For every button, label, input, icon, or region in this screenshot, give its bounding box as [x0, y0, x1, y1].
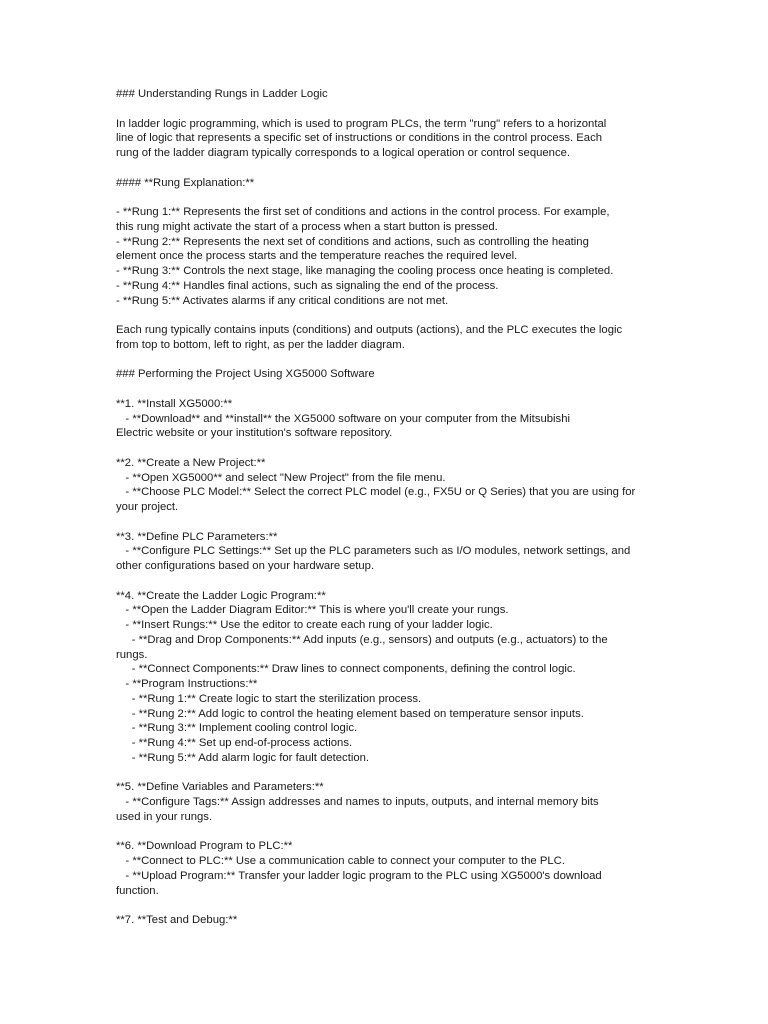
bullet-line: - **Program Instructions:** — [116, 678, 258, 690]
document-text-body — [116, 87, 656, 928]
text-line: In ladder logic programming, which is used to program PLCs, the term "rung" refers to a horizontal — [116, 117, 607, 130]
blank-line — [116, 574, 656, 589]
bullet-line: - **Rung 1:** Represents the first set of conditions and actions in the control process. For example, — [116, 206, 610, 218]
bullet-line: - **Configure Tags:** Assign addresses and names to inputs, outputs, and internal memory bits — [116, 796, 599, 808]
bullet-line: - **Rung 2:** Represents the next set of conditions and actions, such as controlling the heating — [116, 235, 589, 248]
text-line: rung of the ladder diagram typically corresponds to a logical operation or control sequence. — [116, 147, 571, 159]
step-heading: **1. **Install XG5000:** — [116, 397, 233, 410]
bullet-line: - **Drag and Drop Components:** Add inputs (e.g., sensors) and outputs (e.g., actuators) to the — [116, 633, 608, 646]
blank-line — [116, 190, 656, 205]
blank-line — [116, 161, 656, 176]
blank-line — [116, 308, 656, 323]
text-line: Electric website or your institution's software repository. — [116, 427, 393, 440]
step-heading: **5. **Define Variables and Parameters:** — [116, 781, 324, 794]
bullet-line: - **Connect to PLC:** Use a communication cable to connect your computer to the PLC. — [116, 855, 565, 867]
step-heading: **4. **Create the Ladder Logic Program:** — [116, 589, 326, 602]
bullet-line: - **Upload Program:** Transfer your ladder logic program to the PLC using XG5000's download — [116, 869, 602, 882]
bullet-line: - **Rung 4:** Handles final actions, such as signaling the end of the process. — [116, 279, 499, 292]
step-heading: **6. **Download Program to PLC:** — [116, 840, 293, 853]
bullet-line: - **Rung 1:** Create logic to start the sterilization process. — [116, 692, 422, 705]
bullet-line: - **Open XG5000** and select "New Project" from the file menu. — [116, 471, 446, 484]
bullet-line: - **Rung 2:** Add logic to control the heating element based on temperature sensor inputs. — [116, 707, 584, 720]
step-heading: **2. **Create a New Project:** — [116, 456, 266, 469]
subsection-heading: #### **Rung Explanation:** — [116, 176, 255, 189]
blank-line — [116, 353, 656, 368]
step-heading: **3. **Define PLC Parameters:** — [116, 530, 278, 543]
text-line: used in your rungs. — [116, 810, 213, 823]
bullet-line: - **Rung 3:** Controls the next stage, like managing the cooling process once heating is completed. — [116, 265, 614, 277]
bullet-line: - **Configure PLC Settings:** Set up the PLC parameters such as I/O modules, network settings, and — [116, 545, 631, 558]
blank-line — [116, 825, 656, 840]
text-line: Each rung typically contains inputs (conditions) and outputs (actions), and the PLC executes the logic — [116, 324, 623, 336]
text-line: function. — [116, 884, 159, 897]
text-line: element once the process starts and the temperature reaches the required level. — [116, 250, 518, 263]
text-line: from top to bottom, left to right, as per the ladder diagram. — [116, 338, 405, 351]
blank-line — [116, 766, 656, 781]
bullet-line: - **Download** and **install** the XG5000 software on your computer from the Mitsubishi — [116, 412, 570, 425]
blank-line — [116, 441, 656, 456]
blank-line — [116, 382, 656, 397]
blank-line — [116, 102, 656, 117]
bullet-line: - **Open the Ladder Diagram Editor:** This is where you'll create your rungs. — [116, 604, 509, 617]
bullet-line: - **Rung 5:** Activates alarms if any critical conditions are not met. — [116, 294, 449, 307]
section-heading: ### Performing the Project Using XG5000 Software — [116, 368, 375, 381]
text-line: your project. — [116, 501, 179, 513]
bullet-line: - **Rung 4:** Set up end-of-process actions. — [116, 737, 353, 749]
step-heading: **7. **Test and Debug:** — [116, 914, 238, 926]
text-line: rungs. — [116, 648, 148, 661]
section-heading: ### Understanding Rungs in Ladder Logic — [116, 88, 328, 100]
blank-line — [116, 898, 656, 913]
bullet-line: - **Choose PLC Model:** Select the correct PLC model (e.g., FX5U or Q Series) that you are using for — [116, 486, 636, 499]
text-line: other configurations based on your hardware setup. — [116, 560, 375, 572]
bullet-line: - **Insert Rungs:** Use the editor to create each rung of your ladder logic. — [116, 619, 493, 631]
blank-line — [116, 515, 656, 530]
bullet-line: - **Rung 3:** Implement cooling control logic. — [116, 722, 358, 735]
text-line: this rung might activate the start of a process when a start button is pressed. — [116, 220, 498, 233]
bullet-line: - **Connect Components:** Draw lines to connect components, defining the control logic. — [116, 663, 576, 676]
text-line: line of logic that represents a specific set of instructions or conditions in the control process. Each — [116, 132, 603, 145]
bullet-line: - **Rung 5:** Add alarm logic for fault detection. — [116, 751, 370, 764]
